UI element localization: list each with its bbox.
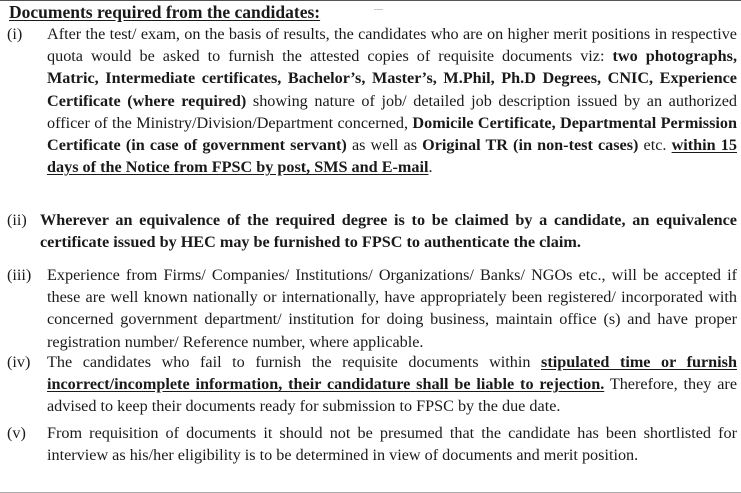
domicile-certificate-text: Domicile Certificate, Departmental Permission Certificate (in case of government servant) (47, 113, 737, 155)
item-number: (v) (7, 424, 26, 442)
requisition-text: From requisition of documents it should not be presumed that the candidate has been shortlisted for interview as his/her eligibility is to be determined in view of documents and merit position. (47, 424, 737, 465)
list-item-iii (7, 264, 737, 351)
list-item-v (7, 422, 737, 490)
item-number: (iv) (7, 353, 31, 371)
item-text-part: The candidates who fail to furnish the requisite documents within (47, 353, 542, 371)
list-item-i (7, 23, 737, 231)
section-heading: Documents required from the candidates: (9, 2, 321, 22)
equivalence-text: Wherever an equivalence of the required degree is to be claimed by a candidate, an equivalence certificate issued by HEC may be furnished to FPSC to authenticate the claim. (40, 211, 737, 252)
item-text (47, 351, 737, 418)
item-text (40, 209, 737, 253)
item-text-part: showing nature of job/ detailed job description issued by an authorized officer of the Ministry/Division/Department concerned, (47, 91, 737, 132)
item-text (47, 23, 737, 178)
item-number: (ii) (7, 211, 27, 229)
required-documents-list: two photographs, Matric, Intermediate certificates, Bachelor’s, Master’s, M.Phil, Ph.D Degrees, CNIC, Experience Certificate (where required) (47, 47, 738, 110)
item-text (47, 264, 737, 353)
item-text-part: as well as (346, 136, 423, 155)
experience-text: Experience from Firms/ Companies/ Institutions/ Organizations/ Banks/ NGOs etc., will be accepted if these are well known nationally or internationally, have appropriately been registered/ incorporated with concerned government department/ institution for doing business, maintain office (s) and have proper registration number/ Reference number, where applicable. (47, 266, 737, 351)
item-text-part: Therefore, they are advised to keep their documents ready for submission to FPSC by the due date. (47, 375, 738, 416)
rejection-warning-text: stipulated time or furnish incorrect/incomplete information, their candidature shall be liable to rejection. (47, 353, 737, 394)
decorative-dash (374, 9, 383, 14)
item-number: (iii) (7, 266, 32, 284)
item-text-part: etc. (638, 136, 672, 155)
item-text-part: After the test/ exam, on the basis of results, the candidates who are on higher merit positions in respective quota would be asked to furnish the attested copies of requisite documents viz: (47, 25, 737, 66)
item-text (47, 422, 737, 466)
list-item-ii (7, 209, 737, 255)
item-number: (i) (7, 25, 23, 43)
deadline-notice-text: within 15 days of the Notice from FPSC by post, SMS and E-mail (47, 136, 737, 177)
list-item-iv (7, 351, 737, 419)
item-text-part: . (428, 158, 433, 177)
original-tr-text: Original TR (in non-test cases) (422, 136, 639, 155)
